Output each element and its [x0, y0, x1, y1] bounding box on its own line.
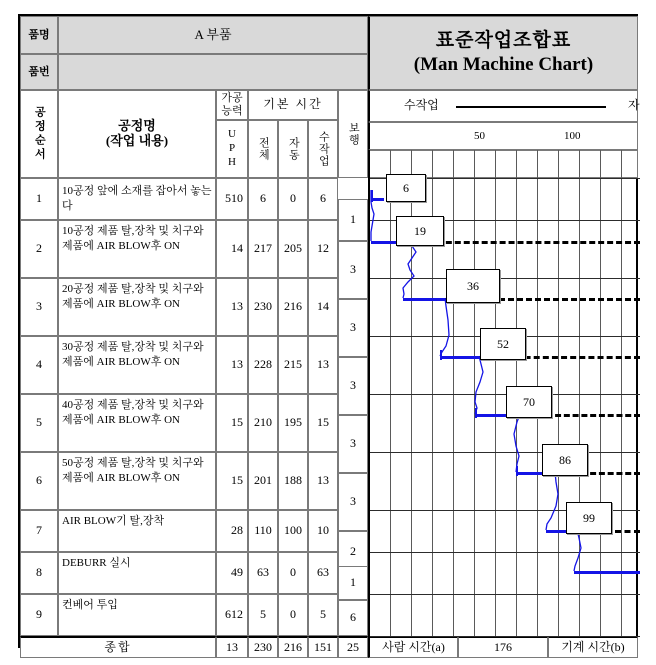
callout-label-36: 36 [446, 269, 500, 303]
footer-man-time-value: 176 [458, 636, 548, 658]
row-desc: 30공정 제품 탈,장착 및 치구와 제품에 AIR BLOW후 ON [58, 336, 216, 394]
col-header-basic-time: 기본 시간 [248, 90, 338, 120]
row-walk: 3 [338, 473, 368, 531]
row-uph: 15 [216, 394, 248, 452]
row-auto: 195 [278, 394, 308, 452]
row-manual: 12 [308, 220, 338, 278]
row-walk: 3 [338, 415, 368, 473]
totals-uph: 13 [216, 636, 248, 658]
totals-total: 230 [248, 636, 278, 658]
col-header-capacity: 가공 능력 [216, 90, 248, 120]
row-walk: 6 [338, 600, 368, 636]
row-seq: 6 [20, 452, 58, 510]
row-seq: 2 [20, 220, 58, 278]
row-total: 201 [248, 452, 278, 510]
row-desc: 20공정 제품 탈,장착 및 치구와 제품에 AIR BLOW후 ON [58, 278, 216, 336]
callout-label-52: 52 [480, 328, 526, 360]
chart-title-block [368, 16, 638, 90]
row-desc: AIR BLOW기 탈,장착 [58, 510, 216, 552]
totals-walk: 25 [338, 636, 368, 658]
row-desc: DEBURR 실시 [58, 552, 216, 594]
man-machine-chart-sheet [18, 14, 640, 654]
row-uph: 13 [216, 278, 248, 336]
col-header-walk: 보행 [338, 90, 368, 178]
row-seq: 3 [20, 278, 58, 336]
row-auto: 216 [278, 278, 308, 336]
legend-auto-label: 자 [628, 98, 640, 112]
row-uph: 14 [216, 220, 248, 278]
row-seq: 1 [20, 178, 58, 220]
value-item-name: A 부품 [58, 16, 368, 54]
row-manual: 5 [308, 594, 338, 636]
row-desc: 40공정 제품 탈,장착 및 치구와 제품에 AIR BLOW후 ON [58, 394, 216, 452]
row-desc: 컨베어 투입 [58, 594, 216, 636]
label-item-name: 품명 [20, 16, 58, 54]
totals-manual: 151 [308, 636, 338, 658]
chart-legend-row [368, 90, 638, 122]
row-auto: 205 [278, 220, 308, 278]
row-seq: 4 [20, 336, 58, 394]
axis-tick-50: 50 [474, 130, 485, 142]
row-total: 210 [248, 394, 278, 452]
row-walk: 3 [338, 241, 368, 299]
row-manual: 6 [308, 178, 338, 220]
row-auto: 100 [278, 510, 308, 552]
col-header-seq: 공정순서 [20, 90, 58, 178]
row-manual: 15 [308, 394, 338, 452]
row-uph: 13 [216, 336, 248, 394]
legend-manual-line [456, 106, 606, 108]
row-uph: 510 [216, 178, 248, 220]
row-total: 228 [248, 336, 278, 394]
row-seq: 5 [20, 394, 58, 452]
row-uph: 612 [216, 594, 248, 636]
callout-label-70: 70 [506, 386, 552, 418]
row-total: 6 [248, 178, 278, 220]
row-manual: 63 [308, 552, 338, 594]
row-desc: 50공정 제품 탈,장착 및 치구와 제품에 AIR BLOW후 ON [58, 452, 216, 510]
row-auto: 188 [278, 452, 308, 510]
chart-axis-row [368, 122, 638, 150]
row-uph: 15 [216, 452, 248, 510]
row-total: 217 [248, 220, 278, 278]
title-english: (Man Machine Chart) [413, 54, 594, 75]
legend-manual-label: 수작업 [404, 98, 439, 113]
row-seq: 7 [20, 510, 58, 552]
value-item-no [58, 54, 368, 90]
callout-label-19: 19 [396, 216, 444, 246]
footer-machine-time-label: 기계 시간(b) [548, 636, 638, 658]
axis-tick-100: 100 [564, 130, 581, 142]
row-total: 110 [248, 510, 278, 552]
row-manual: 10 [308, 510, 338, 552]
row-manual: 14 [308, 278, 338, 336]
row-auto: 0 [278, 594, 308, 636]
totals-auto: 216 [278, 636, 308, 658]
chart-plot-area [368, 150, 638, 636]
row-uph: 28 [216, 510, 248, 552]
row-auto: 0 [278, 552, 308, 594]
col-header-manual: 수작업 [308, 120, 338, 178]
col-header-uph: U P H [216, 120, 248, 178]
row-walk: 1 [338, 566, 368, 600]
row-manual: 13 [308, 336, 338, 394]
col-header-total: 전체 [248, 120, 278, 178]
callout-label-99: 99 [566, 502, 612, 534]
label-item-no: 품번 [20, 54, 58, 90]
totals-label: 종합 [20, 636, 216, 658]
row-seq: 9 [20, 594, 58, 636]
row-seq: 8 [20, 552, 58, 594]
row-walk: 1 [338, 199, 368, 241]
col-header-auto: 자동 [278, 120, 308, 178]
row-total: 5 [248, 594, 278, 636]
row-walk: 3 [338, 299, 368, 357]
row-desc: 10공정 제품 탈,장착 및 치구와 제품에 AIR BLOW후 ON [58, 220, 216, 278]
row-desc: 10공정 앞에 소재를 잡아서 놓는다 [58, 178, 216, 220]
row-manual: 13 [308, 452, 338, 510]
row-uph: 49 [216, 552, 248, 594]
row-auto: 0 [278, 178, 308, 220]
title-korean: 표준작업조합표 [435, 30, 572, 52]
row-walk: 3 [338, 357, 368, 415]
chart-hgrid [370, 636, 640, 637]
row-total: 230 [248, 278, 278, 336]
callout-label-6: 6 [386, 174, 426, 202]
row-total: 63 [248, 552, 278, 594]
callout-label-86: 86 [542, 444, 588, 476]
row-walk: 2 [338, 531, 368, 573]
footer-man-time-label: 사람 시간(a) [368, 636, 458, 658]
row-auto: 215 [278, 336, 308, 394]
col-header-process-name: 공정명 (작업 내용) [58, 90, 216, 178]
